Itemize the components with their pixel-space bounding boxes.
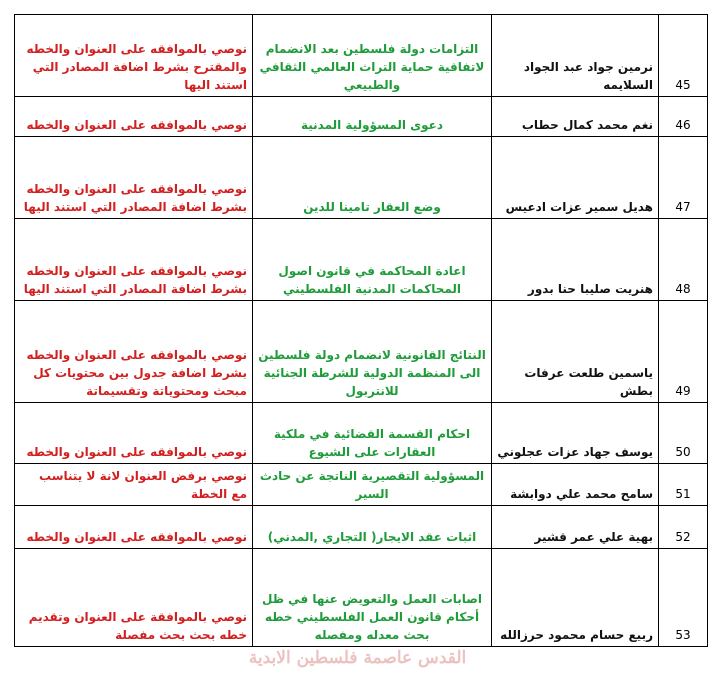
research-title: اثبات عقد الايجار( التجاري ,المدني)	[253, 506, 492, 549]
recommendation: نوصي بالموافقة على العنوان وتقديم خطه بحث بحث مفصلة	[15, 549, 253, 647]
research-title: التزامات دولة فلسطين بعد الانضمام لاتفاقية حماية التراث العالمي الثقافي والطبيعي	[253, 15, 492, 97]
student-name: هنريت صليبا حنا بدور	[492, 219, 659, 301]
table-row	[15, 506, 708, 549]
research-title: دعوى المسؤولية المدنية	[253, 97, 492, 137]
table-row	[15, 137, 708, 219]
row-number: 52	[659, 506, 708, 549]
recommendation: نوصي بالموافقه على العنوان والخطه بشرط اضافة جدول بين محتويات كل مبحث ومحتوياتة وتقسيماتة	[15, 301, 253, 403]
recommendation: نوصي بالموافقه على العنوان والخطه بشرط اضافة المصادر التي استند اليها	[15, 137, 253, 219]
student-name: سامح محمد علي دوابشة	[492, 464, 659, 506]
student-name: هديل سمير عزات ادعيس	[492, 137, 659, 219]
table-row	[15, 301, 708, 403]
student-name: ربيع حسام محمود حرزالله	[492, 549, 659, 647]
research-title: وضع العقار تامينا للدين	[253, 137, 492, 219]
student-name: نرمين جواد عبد الجواد السلايمه	[492, 15, 659, 97]
table-row	[15, 15, 708, 97]
footer-watermark-text: القدس عاصمة فلسطين الابدية	[248, 648, 467, 668]
row-number: 48	[659, 219, 708, 301]
research-title: احكام القسمة القضائية في ملكية العقارات على الشيوع	[253, 403, 492, 464]
row-number: 53	[659, 549, 708, 647]
student-name: بهية علي عمر قشير	[492, 506, 659, 549]
table-row	[15, 219, 708, 301]
student-name: ياسمين طلعت عرفات بطش	[492, 301, 659, 403]
research-title: اصابات العمل والتعويض عنها في ظل أحكام قانون العمل الفلسطيني خطه بحث معدله ومفصله	[253, 549, 492, 647]
recommendation: نوصي بالموافقه على العنوان والخطه	[15, 506, 253, 549]
table-row	[15, 549, 708, 647]
table-row	[15, 97, 708, 137]
recommendation: نوصي بالموافقه على العنوان والخطه	[15, 97, 253, 137]
row-number: 50	[659, 403, 708, 464]
recommendation: نوصي بالموافقه على العنوان والخطه	[15, 403, 253, 464]
table-row	[15, 403, 708, 464]
row-number: 51	[659, 464, 708, 506]
recommendation: نوصي بالموافقه على العنوان والخطه بشرط اضافة المصادر التي استند اليها	[15, 219, 253, 301]
research-title: اعادة المحاكمة في قانون اصول المحاكمات المدنية الفلسطيني	[253, 219, 492, 301]
research-title: المسؤولية التقصيرية الناتجة عن حادث السير	[253, 464, 492, 506]
row-number: 49	[659, 301, 708, 403]
student-name: يوسف جهاد عزات عجلوني	[492, 403, 659, 464]
research-title: النتائج القانونية لانضمام دولة فلسطين الى المنظمة الدولية للشرطة الجنائية للانتربول	[253, 301, 492, 403]
evaluation-table	[14, 14, 708, 647]
student-name: نغم محمد كمال حطاب	[492, 97, 659, 137]
table-row	[15, 464, 708, 506]
recommendation: نوصي بالموافقه على العنوان والخطه والمقترح بشرط اضافة المصادر التي استند اليها	[15, 15, 253, 97]
row-number: 47	[659, 137, 708, 219]
row-number: 45	[659, 15, 708, 97]
row-number: 46	[659, 97, 708, 137]
recommendation: نوصي برفض العنوان لانة لا يتناسب مع الخطة	[15, 464, 253, 506]
